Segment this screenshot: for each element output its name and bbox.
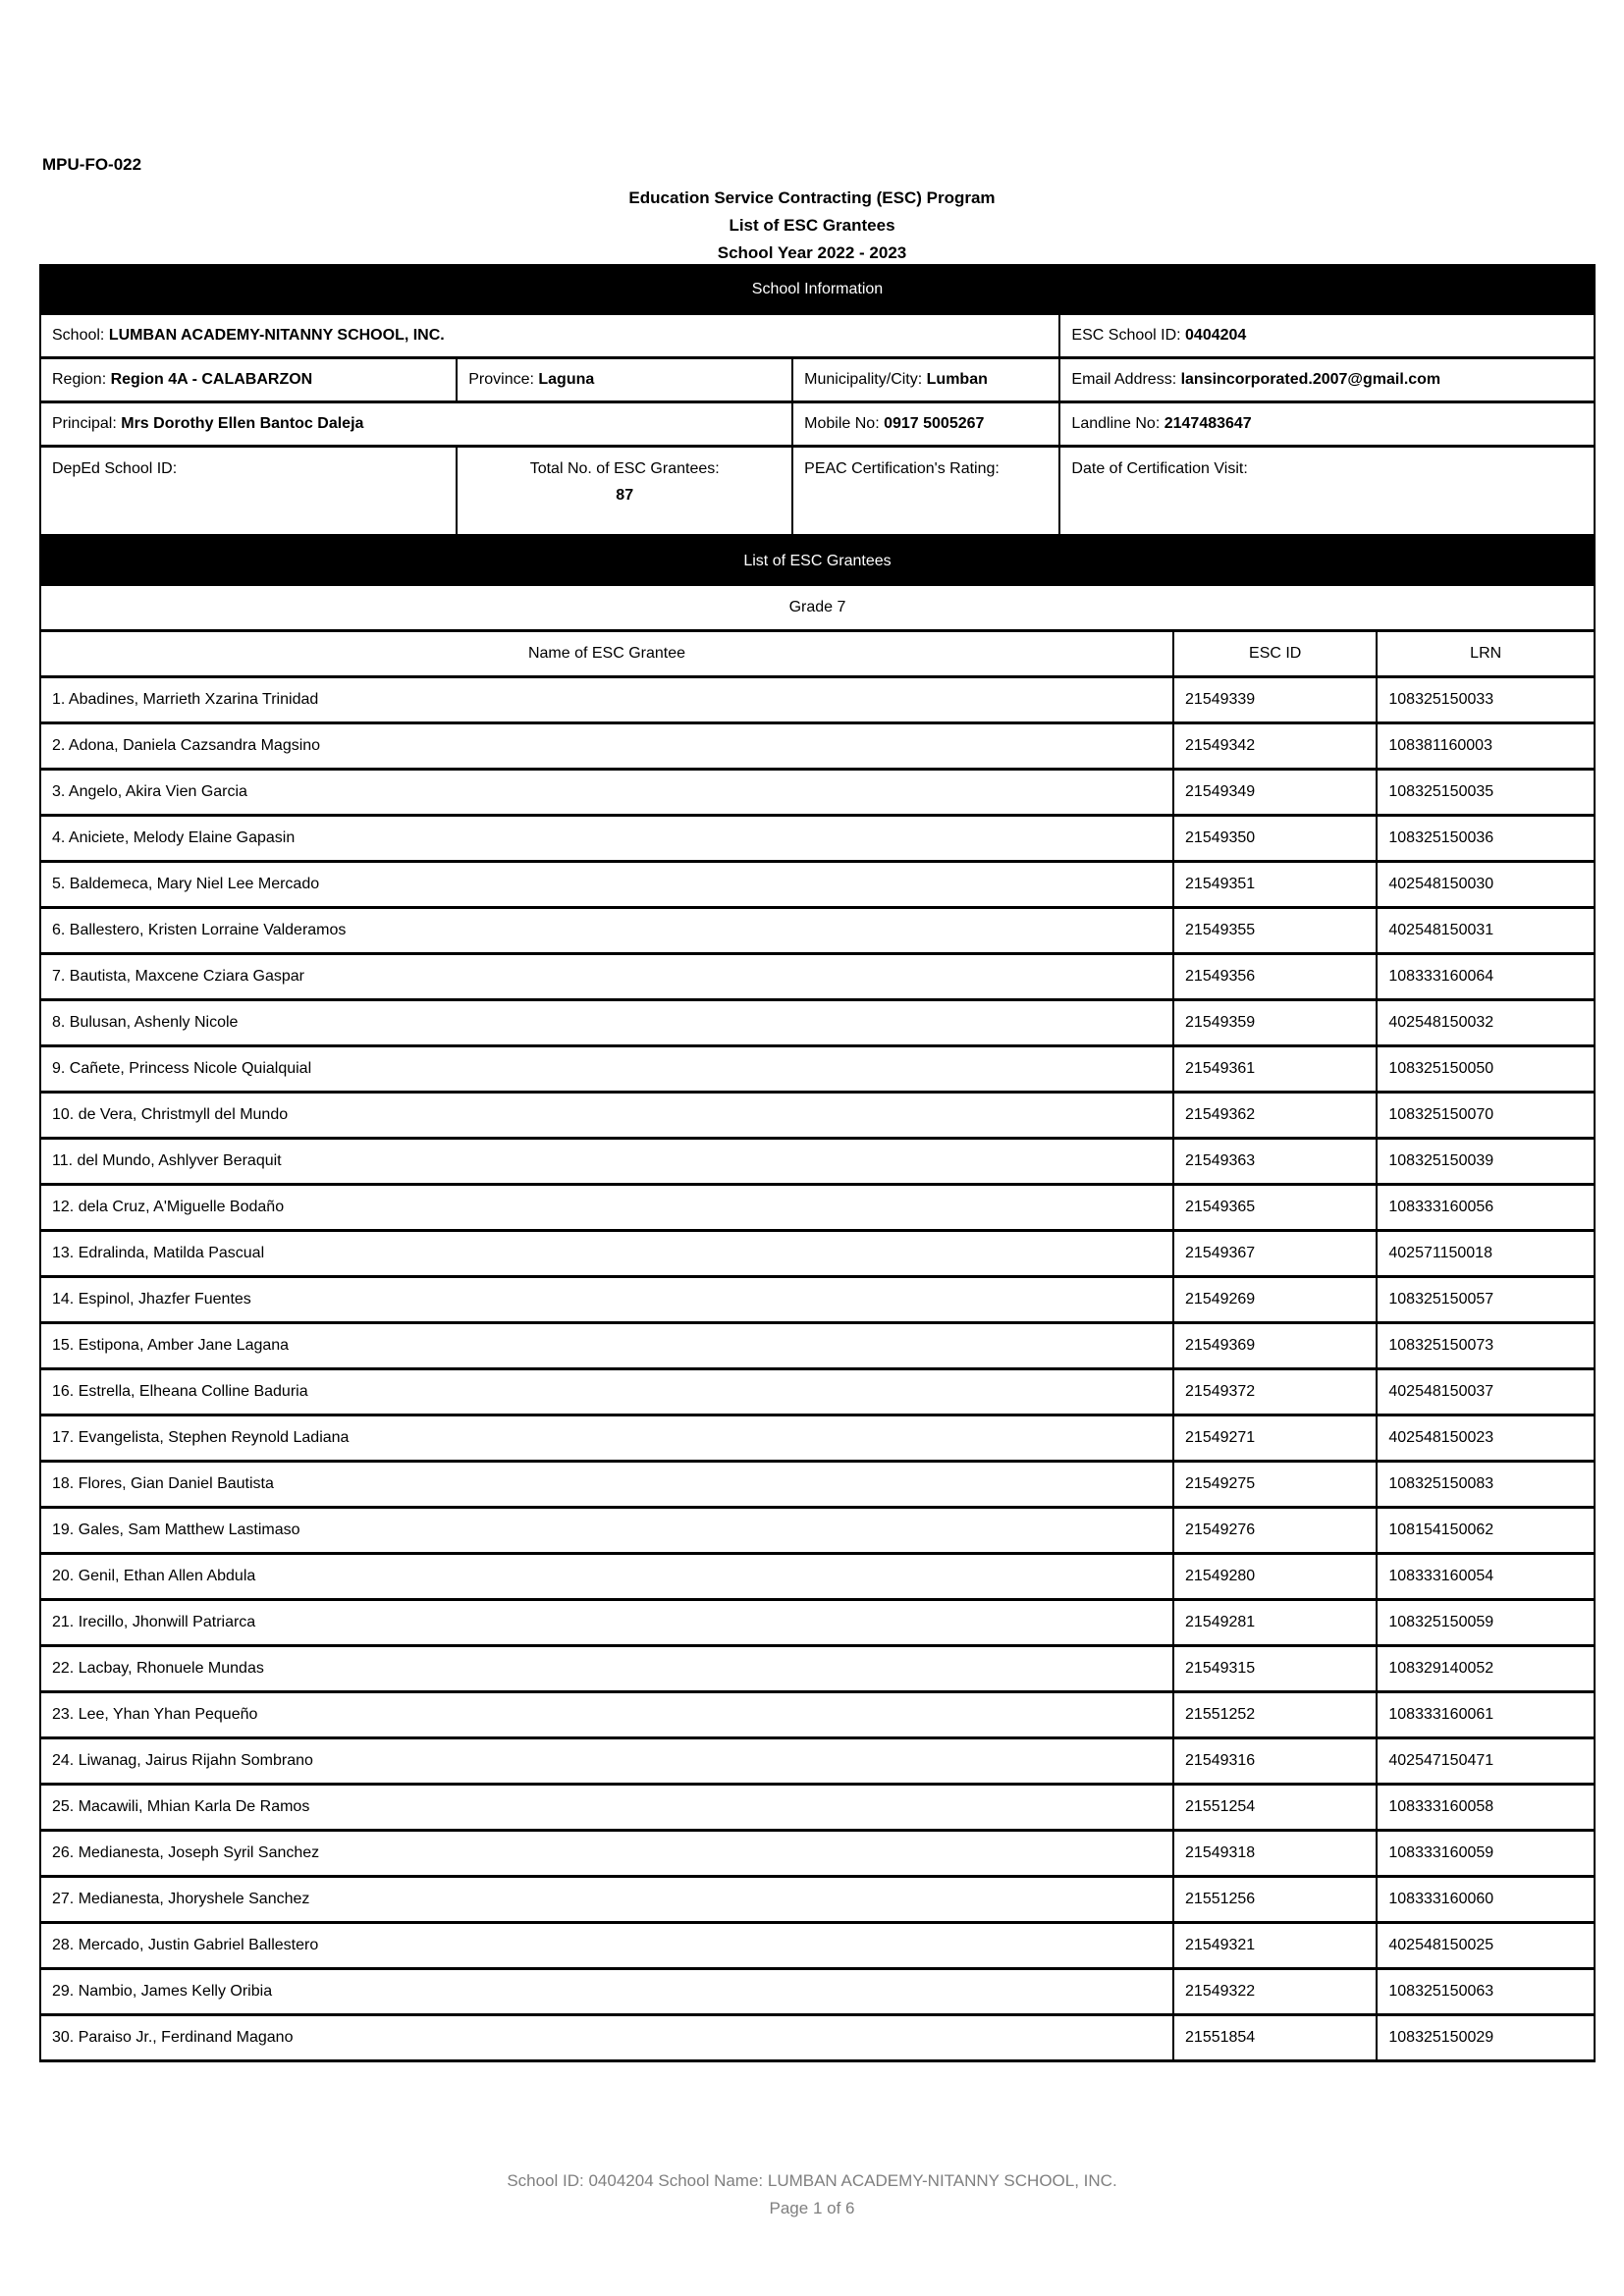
table-row — [40, 908, 1595, 954]
esc-id-cell: 21549276 — [1173, 1508, 1377, 1554]
grantee-name-cell: 25. Macawili, Mhian Karla De Ramos — [40, 1785, 1173, 1831]
table-row — [40, 954, 1595, 1000]
lrn-cell: 108325150073 — [1377, 1323, 1595, 1369]
lrn-cell: 108325150039 — [1377, 1139, 1595, 1185]
column-header-esc-id: ESC ID — [1173, 631, 1377, 677]
grantee-table — [39, 537, 1596, 2062]
page-footer — [0, 2167, 1624, 2222]
esc-id-cell: 21549372 — [1173, 1369, 1377, 1415]
lrn-cell: 402548150025 — [1377, 1923, 1595, 1969]
section-header-grantees-label: List of ESC Grantees — [40, 539, 1595, 585]
principal-value: Mrs Dorothy Ellen Bantoc Daleja — [121, 415, 364, 432]
table-row — [40, 1831, 1595, 1877]
grantee-name-cell: 7. Bautista, Maxcene Cziara Gaspar — [40, 954, 1173, 1000]
school-info-row-1 — [40, 314, 1595, 358]
grantee-name-cell: 28. Mercado, Justin Gabriel Ballestero — [40, 1923, 1173, 1969]
landline-value: 2147483647 — [1164, 415, 1252, 432]
grade-label: Grade 7 — [40, 585, 1595, 631]
table-row — [40, 816, 1595, 862]
section-header-school-info-label: School Information — [40, 266, 1595, 314]
esc-id-cell: 21549367 — [1173, 1231, 1377, 1277]
esc-id-cell: 21549271 — [1173, 1415, 1377, 1462]
lrn-cell: 108329140052 — [1377, 1646, 1595, 1692]
table-row — [40, 1785, 1595, 1831]
total-grantees-value: 87 — [616, 487, 634, 504]
grantee-name-cell: 19. Gales, Sam Matthew Lastimaso — [40, 1508, 1173, 1554]
deped-school-id-label: DepEd School ID: — [52, 460, 178, 477]
landline-label: Landline No: — [1071, 415, 1164, 432]
grantee-name-cell: 9. Cañete, Princess Nicole Quialquial — [40, 1046, 1173, 1093]
school-info-row-2 — [40, 358, 1595, 402]
lrn-cell: 402548150030 — [1377, 862, 1595, 908]
lrn-cell: 108333160064 — [1377, 954, 1595, 1000]
esc-id-cell: 21549316 — [1173, 1738, 1377, 1785]
grantee-name-cell: 18. Flores, Gian Daniel Bautista — [40, 1462, 1173, 1508]
esc-id-cell: 21549356 — [1173, 954, 1377, 1000]
table-row — [40, 1692, 1595, 1738]
title-line-program: Education Service Contracting (ESC) Program — [628, 188, 996, 207]
table-row — [40, 2015, 1595, 2061]
lrn-cell: 108333160059 — [1377, 1831, 1595, 1877]
mobile-cell — [792, 402, 1059, 447]
lrn-cell: 402548150032 — [1377, 1000, 1595, 1046]
footer-school-line: School ID: 0404204 School Name: LUMBAN ACADEMY-NITANNY SCHOOL, INC. — [507, 2171, 1117, 2190]
lrn-cell: 108333160060 — [1377, 1877, 1595, 1923]
esc-id-cell: 21549315 — [1173, 1646, 1377, 1692]
table-row — [40, 1000, 1595, 1046]
table-row — [40, 1277, 1595, 1323]
esc-id-cell: 21549318 — [1173, 1831, 1377, 1877]
grantee-rows — [40, 677, 1595, 2061]
lrn-cell: 108381160003 — [1377, 723, 1595, 770]
section-header-grantees — [40, 539, 1595, 585]
table-row — [40, 1231, 1595, 1277]
table-row — [40, 1877, 1595, 1923]
principal-label: Principal: — [52, 415, 122, 432]
grantee-name-cell: 5. Baldemeca, Mary Niel Lee Mercado — [40, 862, 1173, 908]
section-header-school-info — [40, 266, 1595, 314]
email-label: Email Address: — [1071, 371, 1181, 388]
grantee-name-cell: 6. Ballestero, Kristen Lorraine Valderamos — [40, 908, 1173, 954]
mobile-label: Mobile No: — [804, 415, 885, 432]
esc-id-cell: 21549322 — [1173, 1969, 1377, 2015]
form-code: MPU-FO-022 — [42, 155, 142, 174]
municipality-value: Lumban — [926, 371, 988, 388]
table-row — [40, 1508, 1595, 1554]
table-row — [40, 1646, 1595, 1692]
lrn-cell: 402547150471 — [1377, 1738, 1595, 1785]
esc-id-cell: 21549350 — [1173, 816, 1377, 862]
lrn-cell: 108333160054 — [1377, 1554, 1595, 1600]
table-row — [40, 723, 1595, 770]
title-line-school-year: School Year 2022 - 2023 — [717, 243, 907, 262]
grantee-name-cell: 30. Paraiso Jr., Ferdinand Magano — [40, 2015, 1173, 2061]
table-row — [40, 1185, 1595, 1231]
lrn-cell: 108325150070 — [1377, 1093, 1595, 1139]
municipality-cell — [792, 358, 1059, 402]
grantee-name-cell: 24. Liwanag, Jairus Rijahn Sombrano — [40, 1738, 1173, 1785]
email-value: lansincorporated.2007@gmail.com — [1180, 371, 1441, 388]
grantee-name-cell: 12. dela Cruz, A'Miguelle Bodaño — [40, 1185, 1173, 1231]
region-value: Region 4A - CALABARZON — [110, 371, 313, 388]
region-cell — [40, 358, 457, 402]
lrn-cell: 108333160056 — [1377, 1185, 1595, 1231]
lrn-cell: 108325150033 — [1377, 677, 1595, 723]
peac-rating-cell — [792, 447, 1059, 536]
lrn-cell: 402548150023 — [1377, 1415, 1595, 1462]
province-value: Laguna — [538, 371, 595, 388]
esc-id-cell: 21551854 — [1173, 2015, 1377, 2061]
school-cell — [40, 314, 1059, 358]
esc-id-cell: 21549365 — [1173, 1185, 1377, 1231]
grantee-name-cell: 13. Edralinda, Matilda Pascual — [40, 1231, 1173, 1277]
esc-id-cell: 21549351 — [1173, 862, 1377, 908]
grantee-name-cell: 2. Adona, Daniela Cazsandra Magsino — [40, 723, 1173, 770]
esc-id-cell: 21549359 — [1173, 1000, 1377, 1046]
esc-id-cell: 21549275 — [1173, 1462, 1377, 1508]
table-row — [40, 1600, 1595, 1646]
esc-school-id-cell — [1059, 314, 1595, 358]
table-row — [40, 1046, 1595, 1093]
table-row — [40, 677, 1595, 723]
esc-id-cell: 21549355 — [1173, 908, 1377, 954]
esc-id-cell: 21549269 — [1173, 1277, 1377, 1323]
grantee-name-cell: 26. Medianesta, Joseph Syril Sanchez — [40, 1831, 1173, 1877]
table-row — [40, 1554, 1595, 1600]
school-info-row-3 — [40, 402, 1595, 447]
esc-school-id-value: 0404204 — [1185, 327, 1247, 344]
esc-id-cell: 21549339 — [1173, 677, 1377, 723]
school-value: LUMBAN ACADEMY-NITANNY SCHOOL, INC. — [108, 327, 445, 344]
lrn-cell: 108325150029 — [1377, 2015, 1595, 2061]
esc-id-cell: 21549321 — [1173, 1923, 1377, 1969]
province-cell — [457, 358, 792, 402]
esc-id-cell: 21549349 — [1173, 770, 1377, 816]
total-grantees-cell — [457, 447, 792, 536]
table-row — [40, 1139, 1595, 1185]
grantee-name-cell: 8. Bulusan, Ashenly Nicole — [40, 1000, 1173, 1046]
cert-visit-label: Date of Certification Visit: — [1071, 460, 1248, 477]
lrn-cell: 108325150063 — [1377, 1969, 1595, 2015]
grantee-name-cell: 29. Nambio, James Kelly Oribia — [40, 1969, 1173, 2015]
lrn-cell: 108325150059 — [1377, 1600, 1595, 1646]
lrn-cell: 108333160061 — [1377, 1692, 1595, 1738]
region-label: Region: — [52, 371, 111, 388]
deped-school-id-cell — [40, 447, 457, 536]
school-info-table — [39, 264, 1596, 537]
table-header-row — [40, 631, 1595, 677]
esc-id-cell: 21549280 — [1173, 1554, 1377, 1600]
grantee-name-cell: 21. Irecillo, Jhonwill Patriarca — [40, 1600, 1173, 1646]
school-label: School: — [52, 327, 109, 344]
grantee-name-cell: 10. de Vera, Christmyll del Mundo — [40, 1093, 1173, 1139]
lrn-cell: 108154150062 — [1377, 1508, 1595, 1554]
grantee-name-cell: 1. Abadines, Marrieth Xzarina Trinidad — [40, 677, 1173, 723]
lrn-cell: 108325150036 — [1377, 816, 1595, 862]
table-row — [40, 1415, 1595, 1462]
municipality-label: Municipality/City: — [804, 371, 927, 388]
esc-id-cell: 21549363 — [1173, 1139, 1377, 1185]
table-row — [40, 1462, 1595, 1508]
principal-cell — [40, 402, 792, 447]
column-header-name: Name of ESC Grantee — [40, 631, 1173, 677]
esc-id-cell: 21549369 — [1173, 1323, 1377, 1369]
lrn-cell: 108325150083 — [1377, 1462, 1595, 1508]
province-label: Province: — [468, 371, 539, 388]
lrn-cell: 108325150035 — [1377, 770, 1595, 816]
column-header-lrn: LRN — [1377, 631, 1595, 677]
grantee-name-cell: 11. del Mundo, Ashlyver Beraquit — [40, 1139, 1173, 1185]
table-row — [40, 1093, 1595, 1139]
lrn-cell: 402571150018 — [1377, 1231, 1595, 1277]
esc-id-cell: 21549342 — [1173, 723, 1377, 770]
grade-row — [40, 585, 1595, 631]
esc-id-cell: 21551256 — [1173, 1877, 1377, 1923]
table-row — [40, 1923, 1595, 1969]
esc-id-cell: 21551254 — [1173, 1785, 1377, 1831]
cert-visit-cell — [1059, 447, 1595, 536]
lrn-cell: 402548150031 — [1377, 908, 1595, 954]
lrn-cell: 108325150050 — [1377, 1046, 1595, 1093]
footer-page-number: Page 1 of 6 — [769, 2199, 855, 2217]
title-line-list: List of ESC Grantees — [729, 216, 895, 235]
lrn-cell: 108325150057 — [1377, 1277, 1595, 1323]
esc-id-cell: 21549361 — [1173, 1046, 1377, 1093]
grantee-name-cell: 20. Genil, Ethan Allen Abdula — [40, 1554, 1173, 1600]
grantee-name-cell: 23. Lee, Yhan Yhan Pequeño — [40, 1692, 1173, 1738]
grantee-name-cell: 16. Estrella, Elheana Colline Baduria — [40, 1369, 1173, 1415]
esc-school-id-label: ESC School ID: — [1071, 327, 1186, 344]
school-info-row-4 — [40, 447, 1595, 536]
total-grantees-label: Total No. of ESC Grantees: — [529, 460, 720, 477]
grantee-name-cell: 15. Estipona, Amber Jane Lagana — [40, 1323, 1173, 1369]
grantee-name-cell: 14. Espinol, Jhazfer Fuentes — [40, 1277, 1173, 1323]
table-row — [40, 1369, 1595, 1415]
table-row — [40, 770, 1595, 816]
esc-id-cell: 21549281 — [1173, 1600, 1377, 1646]
grantee-name-cell: 3. Angelo, Akira Vien Garcia — [40, 770, 1173, 816]
table-row — [40, 1738, 1595, 1785]
lrn-cell: 108333160058 — [1377, 1785, 1595, 1831]
content-area — [39, 264, 1596, 2062]
esc-id-cell: 21551252 — [1173, 1692, 1377, 1738]
grantee-name-cell: 17. Evangelista, Stephen Reynold Ladiana — [40, 1415, 1173, 1462]
grantee-name-cell: 22. Lacbay, Rhonuele Mundas — [40, 1646, 1173, 1692]
esc-id-cell: 21549362 — [1173, 1093, 1377, 1139]
mobile-value: 0917 5005267 — [884, 415, 985, 432]
email-cell — [1059, 358, 1595, 402]
table-row — [40, 1969, 1595, 2015]
peac-rating-label: PEAC Certification's Rating: — [804, 460, 1000, 477]
grantee-name-cell: 27. Medianesta, Jhoryshele Sanchez — [40, 1877, 1173, 1923]
table-row — [40, 862, 1595, 908]
table-row — [40, 1323, 1595, 1369]
grantee-name-cell: 4. Aniciete, Melody Elaine Gapasin — [40, 816, 1173, 862]
landline-cell — [1059, 402, 1595, 447]
document-title — [0, 185, 1624, 267]
lrn-cell: 402548150037 — [1377, 1369, 1595, 1415]
